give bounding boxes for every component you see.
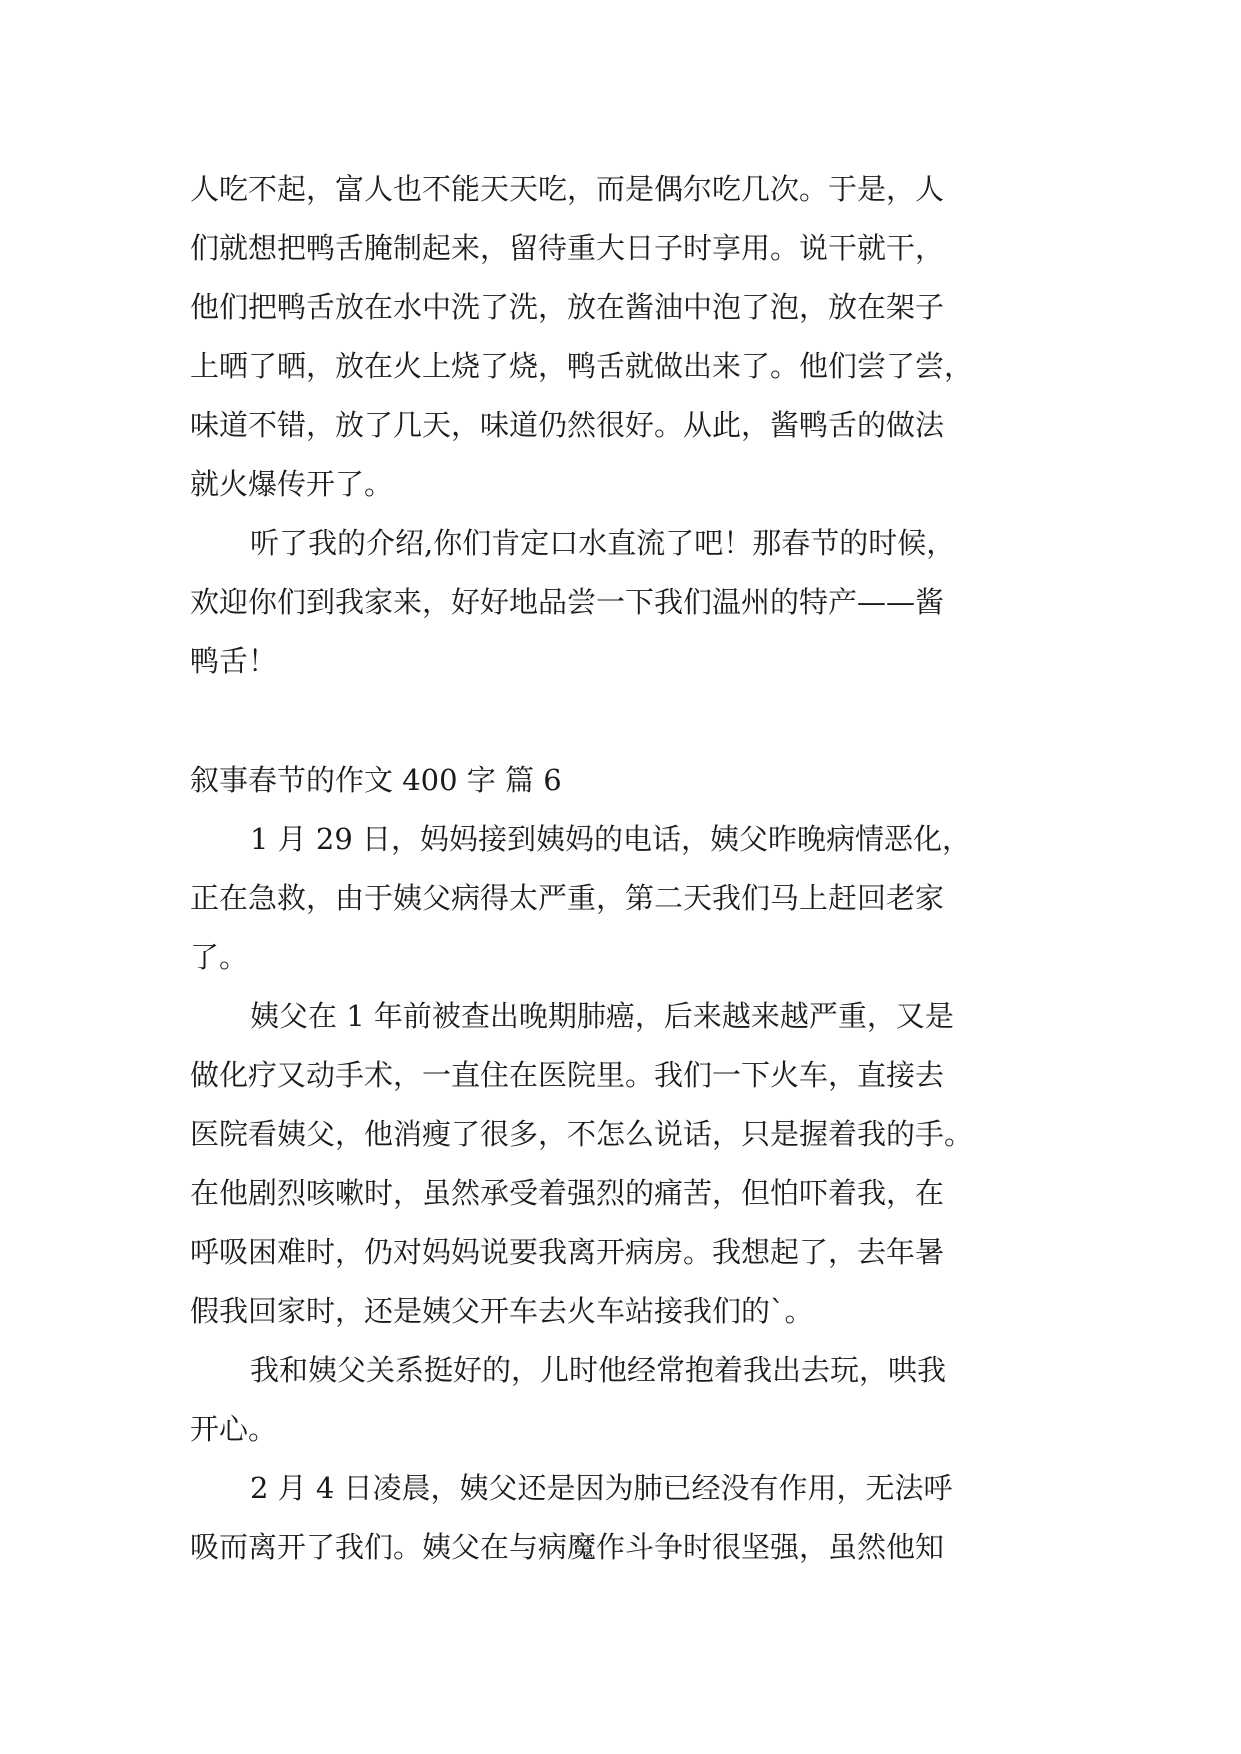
text-line: 了。 bbox=[190, 940, 249, 974]
text-line: 姨父在 1 年前被查出晚期肺癌，后来越来越严重，又是 bbox=[250, 999, 954, 1033]
text-line: 就火爆传开了。 bbox=[190, 467, 394, 501]
text-line: 鸭舌！ bbox=[190, 644, 278, 678]
text-line: 味道不错，放了几天，味道仍然很好。从此，酱鸭舌的做法 bbox=[190, 408, 945, 442]
section-gap bbox=[190, 691, 1050, 751]
text-line: 们就想把鸭舌腌制起来，留待重大日子时享用。说干就干， bbox=[190, 231, 945, 265]
paragraph-invitation bbox=[190, 514, 1050, 691]
text-line: 欢迎你们到我家来，好好地品尝一下我们温州的特产——酱 bbox=[190, 585, 945, 619]
text-line: 2 月 4 日凌晨，姨父还是因为肺已经没有作用，无法呼 bbox=[250, 1471, 953, 1505]
text-line: 听了我的介绍,你们肯定口水直流了吧！那春节的时候， bbox=[250, 526, 956, 560]
text-line: 1 月 29 日，妈妈接到姨妈的电话，姨父昨晚病情恶化， bbox=[250, 822, 972, 856]
paragraph-passing bbox=[190, 1459, 1050, 1577]
paragraph-relationship bbox=[190, 1341, 1050, 1459]
text-line: 假我回家时，还是姨父开车去火车站接我们的`。 bbox=[190, 1294, 814, 1328]
text-line: 开心。 bbox=[190, 1412, 278, 1446]
text-line: 正在急救，由于姨父病得太严重，第二天我们马上赶回老家 bbox=[190, 881, 945, 915]
paragraph-illness bbox=[190, 987, 1050, 1341]
text-line: 我和姨父关系挺好的，儿时他经常抱着我出去玩，哄我 bbox=[250, 1353, 947, 1387]
section-heading: 叙事春节的作文 400 字 篇 6 bbox=[190, 763, 562, 797]
document-page bbox=[190, 160, 1050, 1577]
text-line: 吸而离开了我们。姨父在与病魔作斗争时很坚强，虽然他知 bbox=[190, 1530, 945, 1564]
text-line: 医院看姨父，他消瘦了很多，不怎么说话，只是握着我的手。 bbox=[190, 1117, 974, 1151]
paragraph-duck-tongue-story bbox=[190, 160, 1050, 514]
text-line: 上晒了晒，放在火上烧了烧，鸭舌就做出来了。他们尝了尝， bbox=[190, 349, 974, 383]
paragraph-phone-call bbox=[190, 810, 1050, 987]
text-line: 在他剧烈咳嗽时，虽然承受着强烈的痛苦，但怕吓着我，在 bbox=[190, 1176, 945, 1210]
text-line: 呼吸困难时，仍对妈妈说要我离开病房。我想起了，去年暑 bbox=[190, 1235, 945, 1269]
text-line: 他们把鸭舌放在水中洗了洗，放在酱油中泡了泡，放在架子 bbox=[190, 290, 945, 324]
text-line: 人吃不起，富人也不能天天吃，而是偶尔吃几次。于是，人 bbox=[190, 172, 945, 206]
text-line: 做化疗又动手术，一直住在医院里。我们一下火车，直接去 bbox=[190, 1058, 945, 1092]
